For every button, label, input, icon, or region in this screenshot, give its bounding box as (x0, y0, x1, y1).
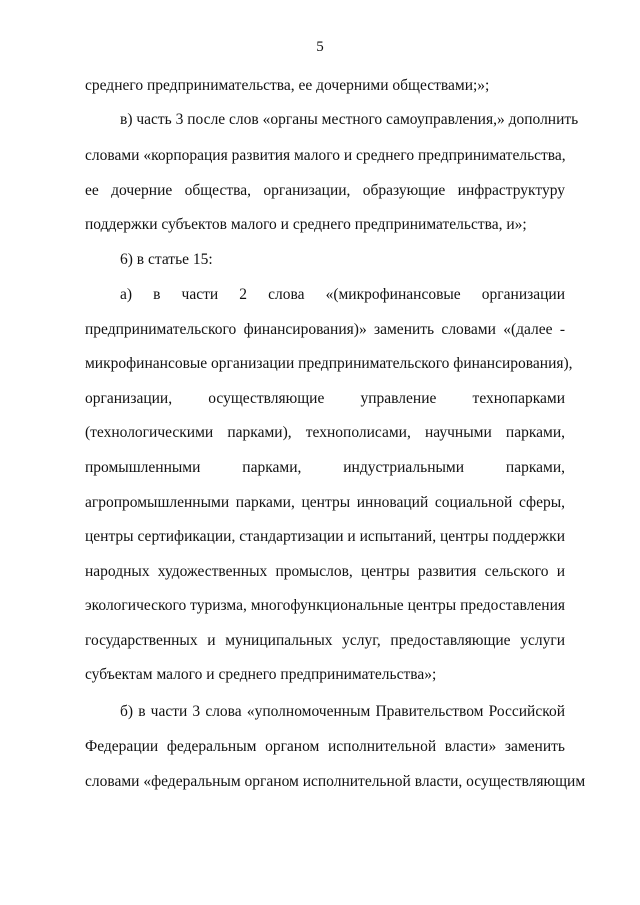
text-line: агропромышленными парками, центры инноваций социальной сферы, (85, 494, 565, 511)
text-line: народных художественных промыслов, центры развития сельского и (85, 563, 565, 580)
text-line: субъектам малого и среднего предпринимательства»; (85, 666, 437, 683)
text-line: микрофинансовые организации предпринимательского финансирования), (85, 355, 573, 372)
text-line: среднего предпринимательства, ее дочерними обществами;»; (85, 77, 490, 94)
paragraph-first-line: б) в части 3 слова «уполномоченным Правительством Российской (120, 703, 565, 720)
text-line: экологического туризма, многофункциональные центры предоставления (85, 597, 565, 614)
text-line: организации, осуществляющие управление технопарками (85, 390, 565, 407)
text-line: государственных и муниципальных услуг, предоставляющие услуги (85, 632, 565, 649)
paragraph-first-line: а) в части 2 слова «(микрофинансовые организации (120, 286, 565, 303)
paragraph-first-line: в) часть 3 после слов «органы местного самоуправления,» дополнить (120, 111, 579, 128)
page-number: 5 (316, 39, 324, 55)
paragraph-first-line: 6) в статье 15: (120, 251, 213, 268)
text-line: промышленными парками, индустриальными парками, (85, 459, 565, 476)
text-line: поддержки субъектов малого и среднего предпринимательства, и»; (85, 216, 527, 233)
text-line: центры сертификации, стандартизации и испытаний, центры поддержки (85, 528, 565, 545)
text-line: ее дочерние общества, организации, образующие инфраструктуру (85, 182, 565, 199)
text-line: словами «корпорация развития малого и среднего предпринимательства, (85, 147, 566, 164)
text-line: словами «федеральным органом исполнительной власти, осуществляющим (85, 773, 586, 790)
text-line: предпринимательского финансирования)» заменить словами «(далее - (85, 321, 565, 338)
text-line: Федерации федеральным органом исполнительной власти» заменить (85, 738, 565, 755)
text-line: (технологическими парками), технополисами, научными парками, (85, 424, 565, 441)
